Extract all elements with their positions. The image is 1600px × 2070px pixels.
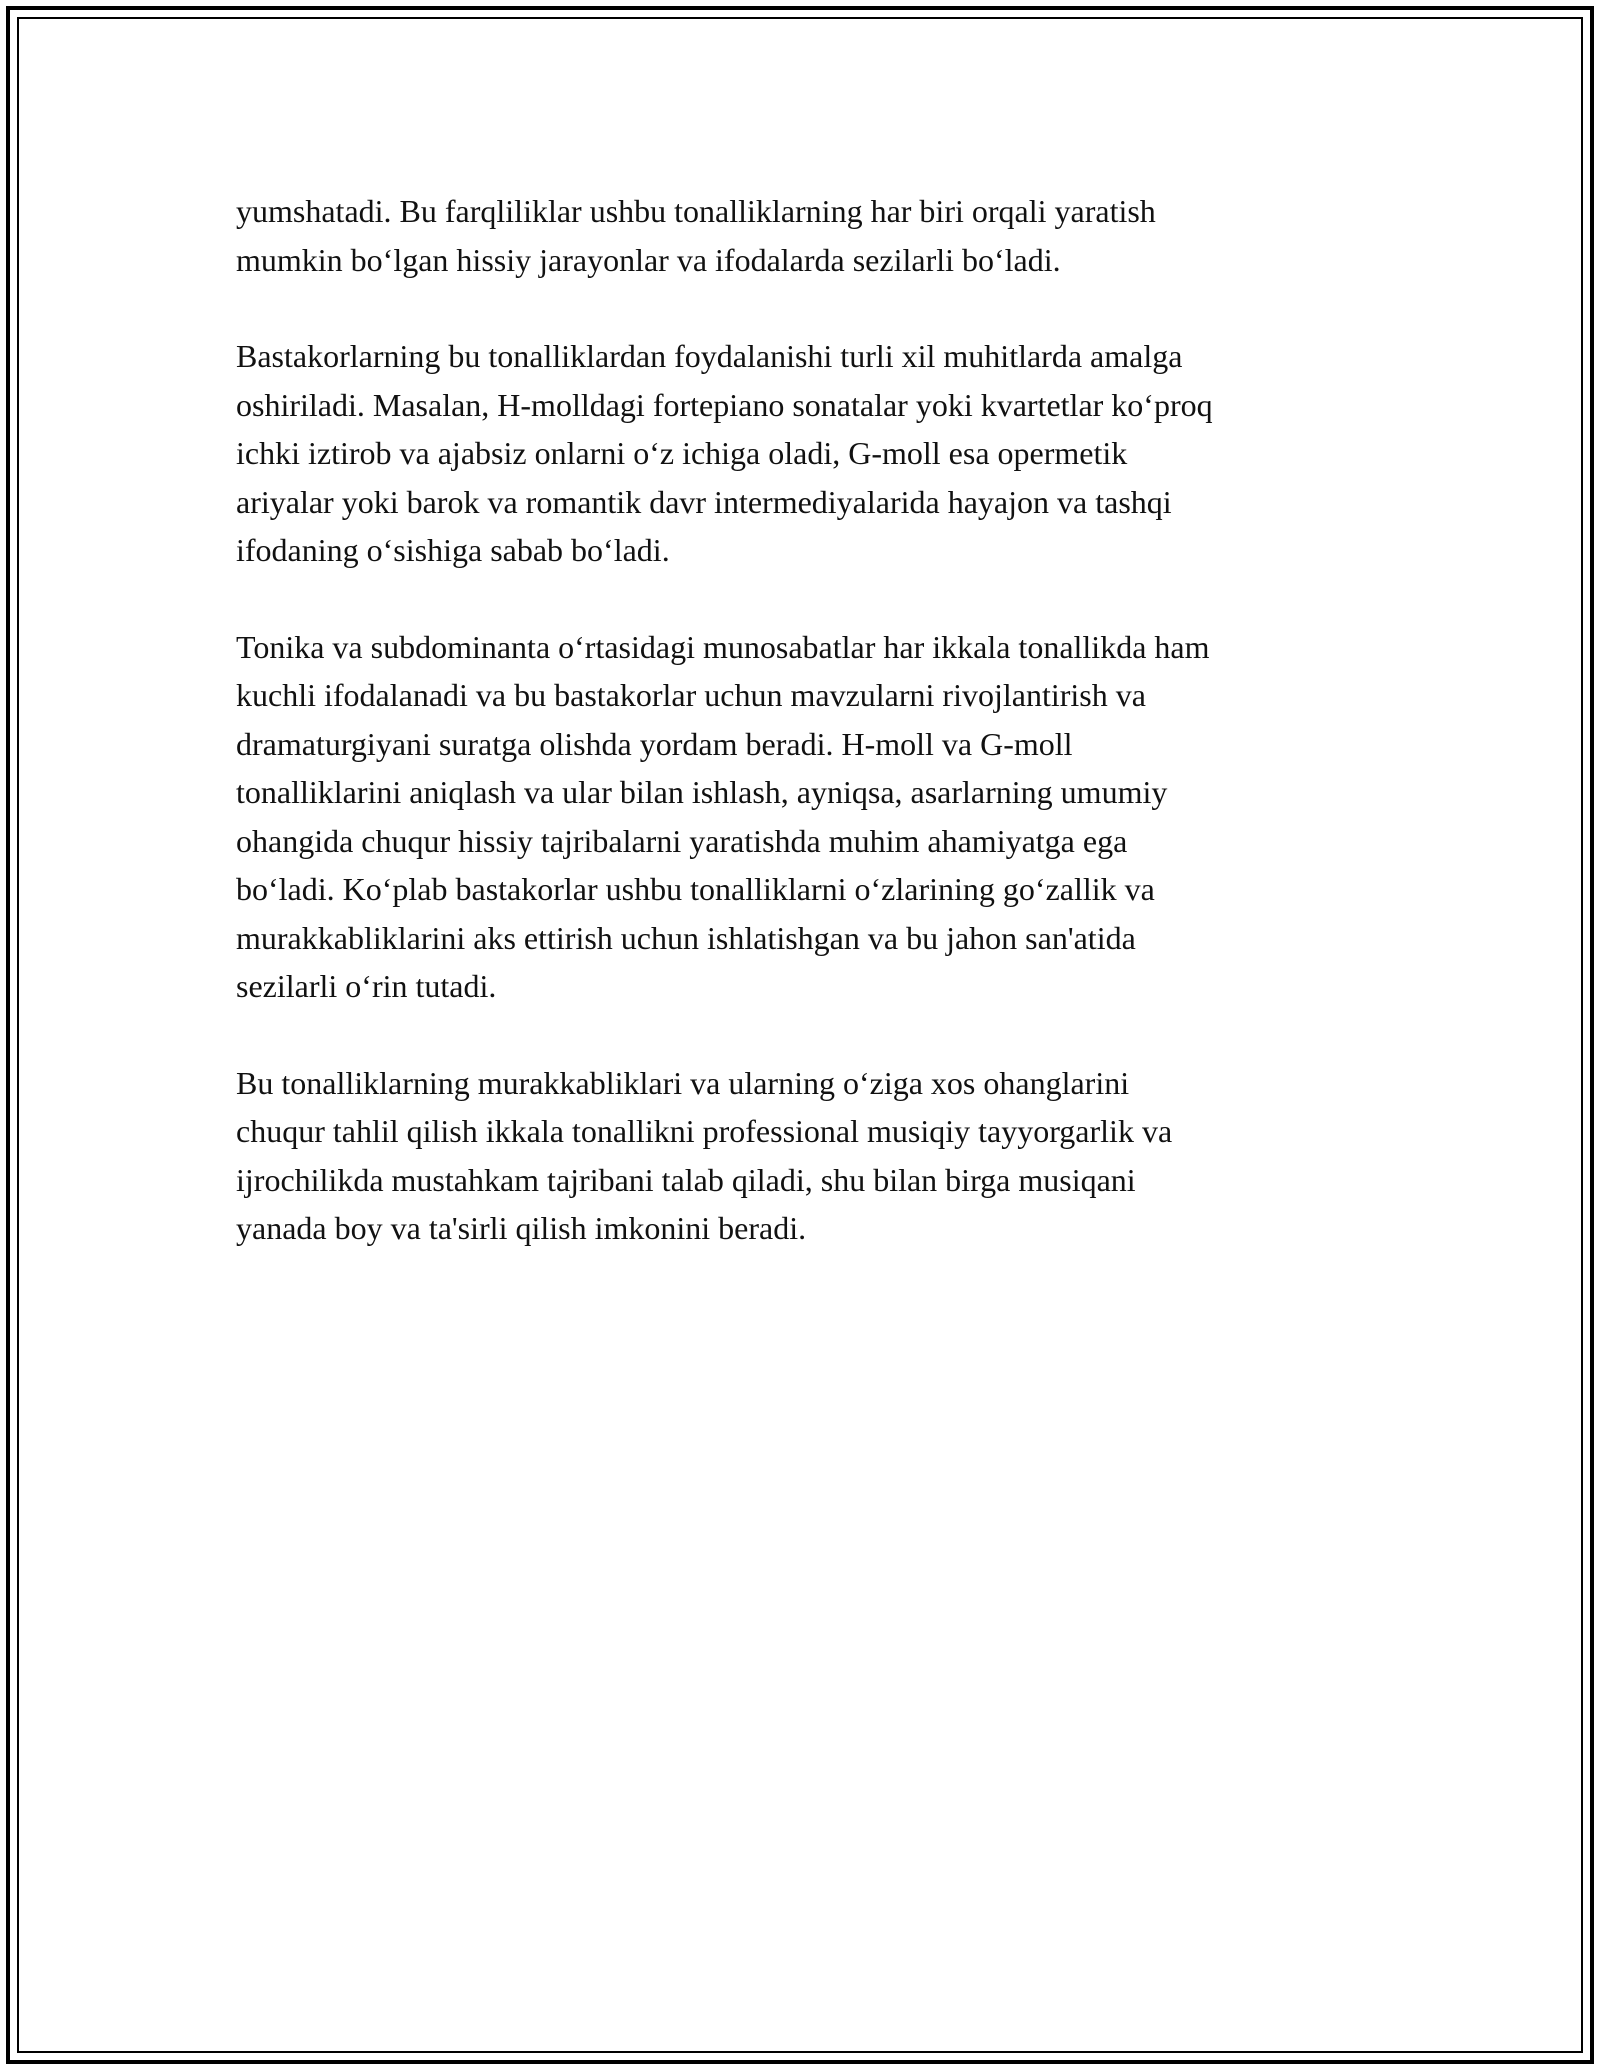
paragraph: yumshatadi. Bu farqliliklar ushbu tonalliklarning har biri orqali yaratish mumkin boʻlgan hissiy jarayonlar va ifodalarda sezilarli boʻladi. [236,193,1156,278]
paragraph: Bu tonalliklarning murakkabliklari va ularning oʻziga xos ohanglarini chuqur tahlil qilish ikkala tonallikni professional musiqiy tayyorgarlik va ijrochilikda mustahkam tajribani talab qiladi, shu bilan birga musiqani yanada boy va ta'sirli qilish imkonini beradi. [236,1064,1173,1246]
document-body [236,187,1366,1301]
paragraph: Bastakorlarning bu tonalliklardan foydalanishi turli xil muhitlarda amalga oshiriladi. Masalan, H-molldagi fortepiano sonatalar yoki kvartetlar koʻproq ichki iztirob va ajabsiz onlarni oʻz ichiga oladi, G-moll esa opermetik ariyalar yoki barok va romantik davr intermediyalarida hayajon va tashqi ifodaning oʻsishiga sabab boʻladi. [236,338,1213,568]
paragraph: Tonika va subdominanta oʻrtasidagi munosabatlar har ikkala tonallikda ham kuchli ifodalanadi va bu bastakorlar uchun mavzularni rivojlantirish va dramaturgiyani suratga olishda yordam beradi. H-moll va G-moll tonalliklarini aniqlash va ular bilan ishlash, ayniqsa, asarlarning umumiy ohangida chuqur hissiy tajribalarni yaratishda muhim ahamiyatga ega boʻladi. Koʻplab bastakorlar ushbu tonalliklarni oʻzlarining goʻzallik va murakkabliklarini aks ettirish uchun ishlatishgan va bu jahon san'atida sezilarli oʻrin tutadi. [236,628,1210,1004]
